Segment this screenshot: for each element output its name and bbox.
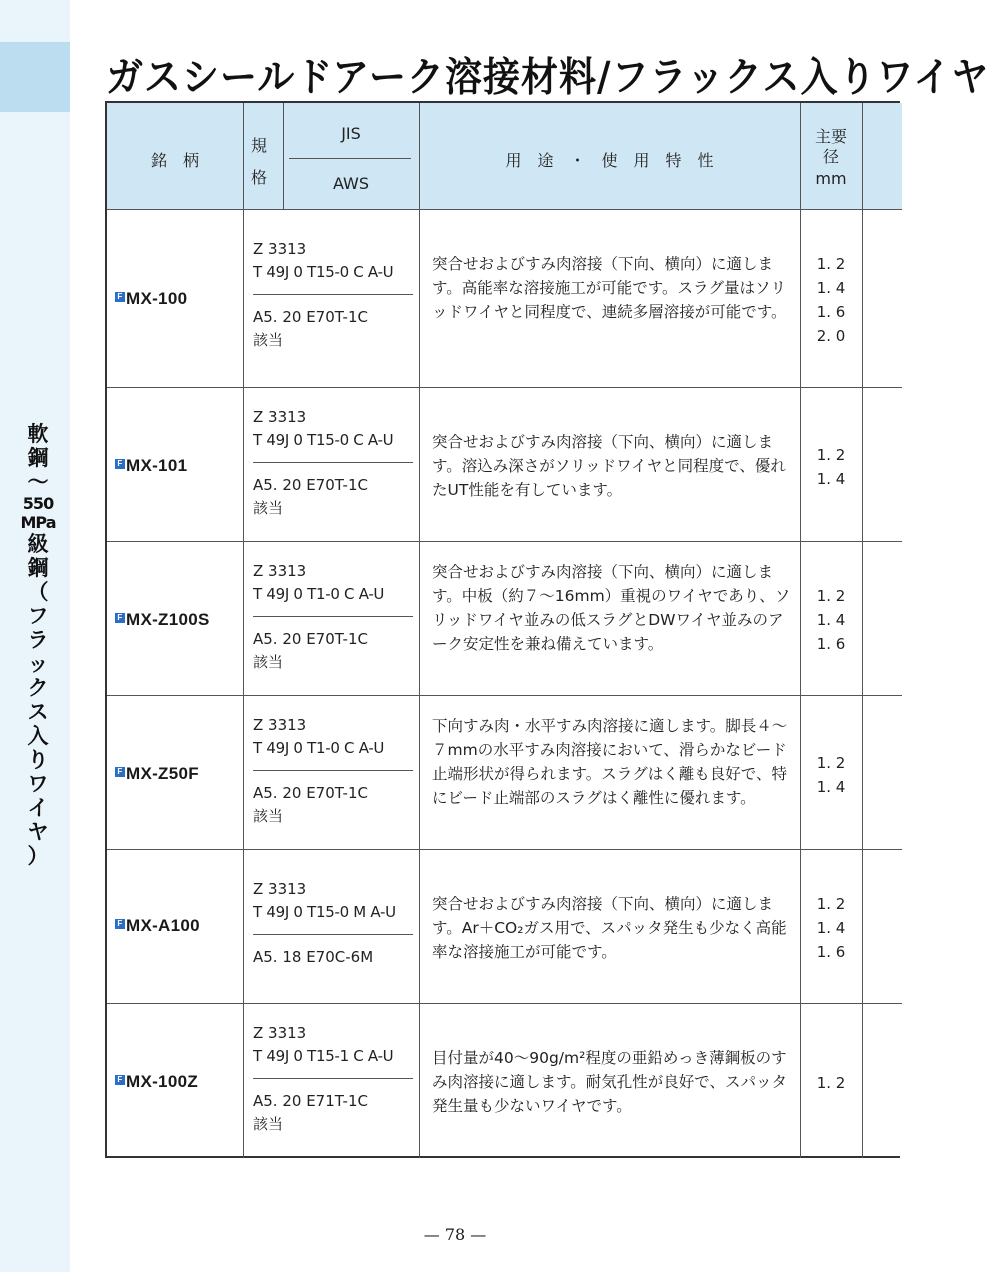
- brand-label: MX-101: [126, 456, 188, 475]
- side-char: ク: [27, 676, 49, 700]
- f-mark-icon: F: [115, 767, 125, 777]
- jis-number: Z 3313: [253, 880, 307, 898]
- jis-class: T 49J 0 T15-1 C A-U: [253, 1047, 394, 1065]
- f-mark-icon: F: [115, 1075, 125, 1085]
- table-row: [107, 850, 902, 1004]
- standard-divider: [253, 616, 413, 617]
- diameter-value: 1. 2: [816, 255, 846, 273]
- table-row: [107, 542, 902, 696]
- diameter-value: 1. 2: [816, 446, 846, 464]
- aws-class: A5. 20 E70T-1C: [253, 308, 368, 326]
- usage-text: 目付量が40〜90g/m²程度の亜鉛めっき薄鋼板のすみ肉溶接に適します。耐気孔性が良好で、スパッタ発生量も少ないワイヤです。: [432, 1049, 787, 1115]
- usage-text: 突合せおよびすみ肉溶接（下向、横向）に適します。Ar＋CO₂ガス用で、スパッタ発生も少なく高能率な溶接施工が可能です。: [432, 895, 787, 961]
- diameter-value: 1. 4: [816, 919, 846, 937]
- side-char: 〜: [27, 470, 49, 494]
- f-mark-icon: F: [115, 919, 125, 929]
- page-title: ガスシールドアーク溶接材料/フラックス入りワイヤ: [106, 52, 989, 101]
- brand-name: [115, 456, 187, 476]
- brand-label: MX-100Z: [126, 1072, 199, 1091]
- side-tab-marker: [0, 42, 70, 112]
- side-char: ）: [27, 844, 49, 868]
- standard-cell: [253, 406, 413, 520]
- aws-class: A5. 20 E70T-1C: [253, 476, 368, 494]
- side-char: ラ: [27, 628, 49, 652]
- aws-class: A5. 20 E71T-1C: [253, 1092, 368, 1110]
- aws-note: 該当: [253, 499, 284, 517]
- aws-note: 該当: [253, 1115, 284, 1133]
- jis-number: Z 3313: [253, 1024, 307, 1042]
- jis-class: T 49J 0 T1-0 C A-U: [253, 585, 385, 603]
- diameter-value: 1. 2: [816, 895, 846, 913]
- standard-divider: [253, 294, 413, 295]
- table-row: [107, 696, 902, 850]
- header-brand: 銘 柄: [150, 151, 199, 170]
- jis-number: Z 3313: [253, 716, 307, 734]
- table-row: [107, 388, 902, 542]
- side-char: 鋼: [27, 556, 49, 580]
- brand-label: MX-A100: [126, 916, 200, 935]
- side-char: ワ: [27, 772, 49, 796]
- header-dia-c: mm: [815, 169, 847, 188]
- header-aws: AWS: [332, 174, 370, 193]
- jis-number: Z 3313: [253, 408, 307, 426]
- diameter-list: [801, 443, 861, 491]
- usage-text: 突合せおよびすみ肉溶接（下向、横向）に適します。溶込み深さがソリッドワイヤと同程度で、優れたUT性能を有しています。: [432, 433, 786, 499]
- f-mark-icon: F: [115, 459, 125, 469]
- aws-note: 該当: [253, 653, 284, 671]
- standard-cell: [253, 1022, 413, 1136]
- side-char: フ: [27, 604, 49, 628]
- jis-class: T 49J 0 T1-0 C A-U: [253, 739, 385, 757]
- diameter-value: 1. 6: [816, 943, 846, 961]
- aws-class: A5. 18 E70C-6M: [253, 948, 374, 966]
- aws-class: A5. 20 E70T-1C: [253, 784, 368, 802]
- usage-text: 突合せおよびすみ肉溶接（下向、横向）に適します。中板（約７〜16mm）重視のワイヤであり、ソリッドワイヤ並みの低スラグとDWワイヤ並みのアーク安定性を兼ね備えています。: [432, 563, 791, 653]
- header-jis: JIS: [341, 124, 361, 143]
- side-char: 級: [27, 532, 49, 556]
- header-usage: 用 途 ・ 使 用 特 性: [505, 151, 714, 170]
- jis-number: Z 3313: [253, 240, 307, 258]
- table-row: [107, 1004, 902, 1158]
- diameter-value: 1. 4: [816, 279, 846, 297]
- diameter-list: [801, 892, 861, 964]
- diameter-value: 1. 2: [816, 587, 846, 605]
- diameter-value: 1. 2: [816, 754, 846, 772]
- side-char: ス: [27, 700, 49, 724]
- section-label: [20, 422, 56, 868]
- side-char: り: [27, 748, 49, 772]
- aws-note: 該当: [253, 807, 284, 825]
- table-row: [107, 210, 902, 388]
- brand-name: [115, 1072, 198, 1092]
- side-char: （: [27, 580, 49, 604]
- header-divider: [289, 158, 411, 159]
- side-char: MPa: [20, 513, 56, 532]
- standard-cell: [253, 560, 413, 674]
- aws-note: 該当: [253, 331, 284, 349]
- brand-name: [115, 289, 187, 309]
- diameter-value: 1. 4: [816, 470, 846, 488]
- jis-number: Z 3313: [253, 562, 307, 580]
- diameter-list: [801, 1071, 861, 1095]
- standard-divider: [253, 462, 413, 463]
- table-header: [107, 103, 902, 210]
- f-mark-icon: F: [115, 613, 125, 623]
- page-number: — 78 —: [423, 1225, 487, 1244]
- side-char: ヤ: [27, 820, 49, 844]
- diameter-list: [801, 252, 861, 348]
- diameter-value: 1. 2: [816, 1074, 846, 1092]
- side-char: 鋼: [27, 446, 49, 470]
- jis-class: T 49J 0 T15-0 C A-U: [253, 431, 394, 449]
- usage-text: 下向すみ肉・水平すみ肉溶接に適します。脚長４〜７mmの水平すみ肉溶接において、滑らかなビード止端形状が得られます。スラグはく離も良好で、特にビード止端部のスラグはく離性に優れます。: [432, 717, 788, 807]
- diameter-value: 1. 6: [816, 303, 846, 321]
- standard-divider: [253, 1078, 413, 1079]
- diameter-value: 1. 4: [816, 611, 846, 629]
- standard-cell: [253, 238, 413, 352]
- f-mark-icon: F: [115, 292, 125, 302]
- product-table: [105, 101, 900, 1158]
- header-dia-b: 径: [822, 147, 839, 166]
- header-standard-b: 格: [251, 168, 268, 187]
- brand-name: [115, 916, 200, 936]
- jis-class: T 49J 0 T15-0 C A-U: [253, 263, 394, 281]
- side-char: 軟: [27, 422, 49, 446]
- standard-divider: [253, 770, 413, 771]
- diameter-list: [801, 751, 861, 799]
- standard-cell: [253, 714, 413, 828]
- standard-cell: [253, 878, 413, 969]
- side-char: ッ: [27, 652, 49, 676]
- diameter-value: 1. 6: [816, 635, 846, 653]
- side-char: イ: [27, 796, 49, 820]
- jis-class: T 49J 0 T15-0 M A-U: [253, 903, 396, 921]
- col-divider: [283, 103, 284, 210]
- brand-name: [115, 610, 210, 630]
- side-char: 入: [27, 724, 49, 748]
- brand-label: MX-Z50F: [126, 764, 199, 783]
- side-char: 550: [22, 494, 54, 513]
- header-dia-a: 主要: [814, 127, 847, 146]
- brand-label: MX-100: [126, 289, 188, 308]
- brand-name: [115, 764, 199, 784]
- brand-label: MX-Z100S: [126, 610, 210, 629]
- diameter-list: [801, 584, 861, 656]
- standard-divider: [253, 934, 413, 935]
- header-standard-a: 規: [251, 136, 268, 155]
- usage-text: 突合せおよびすみ肉溶接（下向、横向）に適します。高能率な溶接施工が可能です。スラグ量はソリッドワイヤと同程度で、連続多層溶接が可能です。: [432, 255, 787, 321]
- aws-class: A5. 20 E70T-1C: [253, 630, 368, 648]
- diameter-value: 2. 0: [816, 327, 846, 345]
- diameter-value: 1. 4: [816, 778, 846, 796]
